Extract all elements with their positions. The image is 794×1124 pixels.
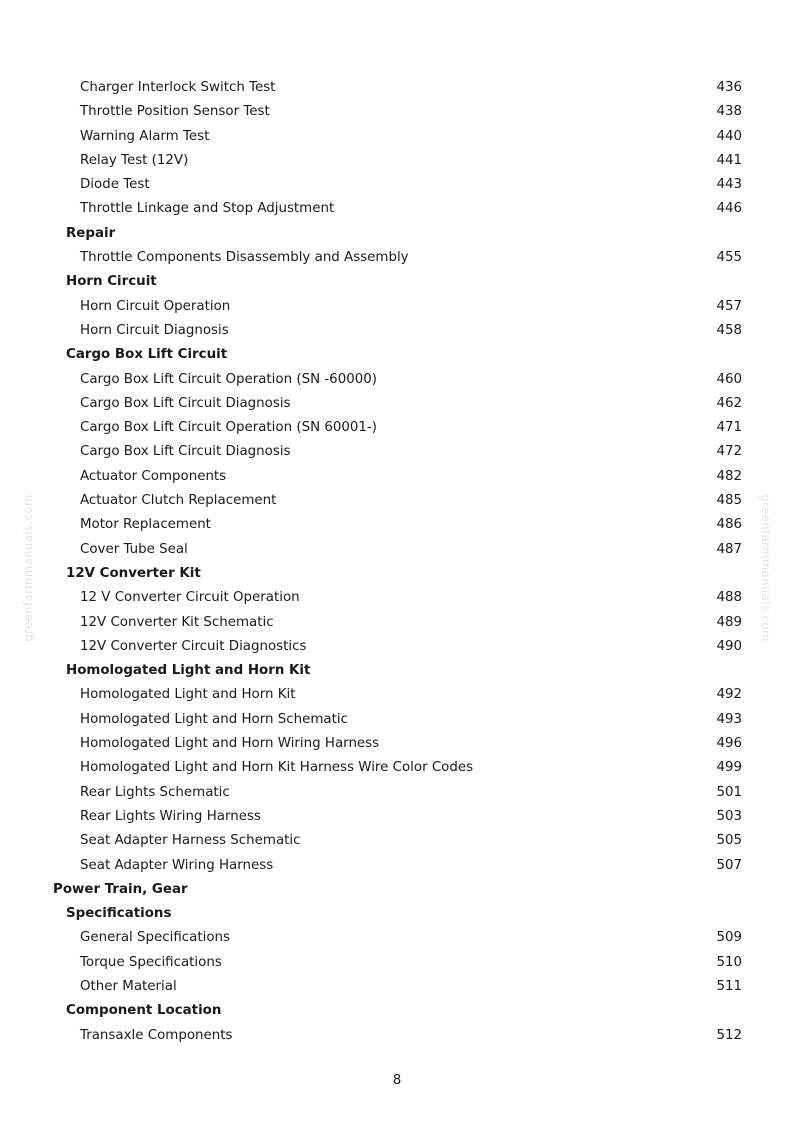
toc-entry-title: Cover Tube Seal xyxy=(80,541,188,557)
toc-entry-title: General Specifications xyxy=(80,930,230,946)
toc-section-heading xyxy=(0,659,794,683)
toc-entry xyxy=(0,295,794,319)
toc-entry-title: Homologated Light and Horn Kit xyxy=(80,687,296,703)
toc-entry-page: 486 xyxy=(716,517,742,533)
toc-entry-page: 488 xyxy=(716,590,742,606)
toc-entry xyxy=(0,416,794,440)
toc-entry-title: Homologated Light and Horn Kit xyxy=(66,663,311,679)
toc-entry-page: 443 xyxy=(716,177,742,193)
toc-entry-title: Horn Circuit xyxy=(66,274,157,290)
watermark-right: greenfarmmanuals.com xyxy=(759,494,773,642)
toc-entry-page: 507 xyxy=(716,857,742,873)
toc-entry-page: 499 xyxy=(716,760,742,776)
toc-entry-title: Actuator Components xyxy=(80,468,227,484)
toc-entry-title: Motor Replacement xyxy=(80,517,211,533)
toc-entry-page: 493 xyxy=(716,711,742,727)
toc-entry xyxy=(0,683,794,707)
toc-entry-page: 490 xyxy=(716,638,742,654)
toc-section-heading xyxy=(0,343,794,367)
toc-entry xyxy=(0,392,794,416)
toc-entry-page: 485 xyxy=(716,493,742,509)
toc-entry-page: 458 xyxy=(716,322,742,338)
toc-entry-page: 496 xyxy=(716,736,742,752)
toc-entry xyxy=(0,513,794,537)
toc-entry-page: 462 xyxy=(716,395,742,411)
toc-entry-title: Charger Interlock Switch Test xyxy=(80,80,276,95)
toc-entry xyxy=(0,781,794,805)
toc-entry-title: Rear Lights Wiring Harness xyxy=(80,808,261,824)
toc-entry xyxy=(0,173,794,197)
toc-entry-title: Seat Adapter Harness Schematic xyxy=(80,833,301,849)
toc-section-heading xyxy=(0,222,794,246)
toc-entry xyxy=(0,125,794,149)
table-of-contents xyxy=(0,76,794,1048)
toc-entry-title: 12V Converter Kit Schematic xyxy=(80,614,274,630)
toc-entry-page: 489 xyxy=(716,614,742,630)
toc-entry-page: 438 xyxy=(716,104,742,120)
toc-entry-title: Other Material xyxy=(80,978,177,994)
toc-entry xyxy=(0,975,794,999)
toc-entry-title: 12 V Converter Circuit Operation xyxy=(80,590,300,606)
toc-entry xyxy=(0,829,794,853)
toc-entry-title: Horn Circuit Operation xyxy=(80,298,231,314)
toc-section-heading xyxy=(0,902,794,926)
toc-entry xyxy=(0,465,794,489)
toc-entry xyxy=(0,708,794,732)
toc-entry-page: 512 xyxy=(716,1027,742,1043)
toc-entry-title: Homologated Light and Horn Wiring Harness xyxy=(80,736,380,752)
watermark-left: greenfarmmanuals.com xyxy=(21,494,35,642)
toc-entry xyxy=(0,538,794,562)
toc-entry-page: 487 xyxy=(716,541,742,557)
toc-entry-title: Component Location xyxy=(66,1003,222,1019)
toc-entry-page: 503 xyxy=(716,808,742,824)
toc-entry-title: Throttle Components Disassembly and Assembly xyxy=(80,250,409,266)
toc-entry-title: Homologated Light and Horn Kit Harness Wire Color Codes xyxy=(80,760,474,776)
toc-entry-page: 505 xyxy=(716,833,742,849)
toc-entry-page: 455 xyxy=(716,250,742,266)
toc-entry-title: Seat Adapter Wiring Harness xyxy=(80,857,274,873)
toc-section-heading xyxy=(0,562,794,586)
toc-entry-title: Cargo Box Lift Circuit xyxy=(66,347,228,363)
toc-entry-page: 510 xyxy=(716,954,742,970)
toc-entry xyxy=(0,489,794,513)
toc-entry xyxy=(0,368,794,392)
toc-entry-title: Diode Test xyxy=(80,177,150,193)
toc-entry xyxy=(0,926,794,950)
toc-entry-title: Cargo Box Lift Circuit Operation (SN -60000) xyxy=(80,371,377,387)
toc-entry-page: 457 xyxy=(716,298,742,314)
toc-entry xyxy=(0,1024,794,1048)
toc-entry-title: Cargo Box Lift Circuit Diagnosis xyxy=(80,444,291,460)
toc-entry xyxy=(0,854,794,878)
page-number: 8 xyxy=(392,1073,402,1088)
toc-entry xyxy=(0,149,794,173)
toc-entry-title: Throttle Linkage and Stop Adjustment xyxy=(80,201,335,217)
toc-entry-page: 440 xyxy=(716,128,742,144)
toc-entry-title: Transaxle Components xyxy=(80,1027,233,1043)
toc-entry-page: 472 xyxy=(716,444,742,460)
toc-section-heading xyxy=(0,270,794,294)
toc-entry xyxy=(0,100,794,124)
toc-chapter-heading xyxy=(0,878,794,902)
toc-entry-title: Power Train, Gear xyxy=(53,881,188,897)
toc-entry xyxy=(0,246,794,270)
toc-entry-page: 509 xyxy=(716,930,742,946)
toc-entry-title: Torque Specifications xyxy=(80,954,222,970)
toc-entry xyxy=(0,76,794,100)
toc-entry-page: 436 xyxy=(716,80,742,95)
toc-entry xyxy=(0,586,794,610)
toc-entry-page: 501 xyxy=(716,784,742,800)
toc-entry xyxy=(0,805,794,829)
toc-entry-page: 482 xyxy=(716,468,742,484)
toc-entry-page: 460 xyxy=(716,371,742,387)
toc-entry-page: 511 xyxy=(716,978,742,994)
toc-entry xyxy=(0,319,794,343)
toc-entry-title: Cargo Box Lift Circuit Diagnosis xyxy=(80,395,291,411)
toc-entry-page: 441 xyxy=(716,152,742,168)
toc-entry-page: 446 xyxy=(716,201,742,217)
toc-entry-title: Homologated Light and Horn Schematic xyxy=(80,711,348,727)
toc-section-heading xyxy=(0,999,794,1023)
toc-entry-title: Warning Alarm Test xyxy=(80,128,210,144)
toc-entry xyxy=(0,732,794,756)
toc-entry-page: 492 xyxy=(716,687,742,703)
toc-entry-title: Horn Circuit Diagnosis xyxy=(80,322,229,338)
toc-entry-title: Actuator Clutch Replacement xyxy=(80,493,277,509)
toc-entry xyxy=(0,611,794,635)
toc-entry xyxy=(0,756,794,780)
toc-entry-title: 12V Converter Circuit Diagnostics xyxy=(80,638,307,654)
toc-entry-title: Specifications xyxy=(66,906,172,922)
toc-entry-title: 12V Converter Kit xyxy=(66,565,201,581)
toc-entry xyxy=(0,440,794,464)
toc-entry xyxy=(0,951,794,975)
toc-entry-title: Rear Lights Schematic xyxy=(80,784,230,800)
toc-entry-title: Throttle Position Sensor Test xyxy=(80,104,270,120)
toc-entry xyxy=(0,635,794,659)
toc-entry-title: Repair xyxy=(66,225,116,241)
toc-entry-title: Cargo Box Lift Circuit Operation (SN 60001-) xyxy=(80,420,377,436)
toc-entry-page: 471 xyxy=(716,420,742,436)
toc-entry-title: Relay Test (12V) xyxy=(80,152,189,168)
toc-entry xyxy=(0,197,794,221)
